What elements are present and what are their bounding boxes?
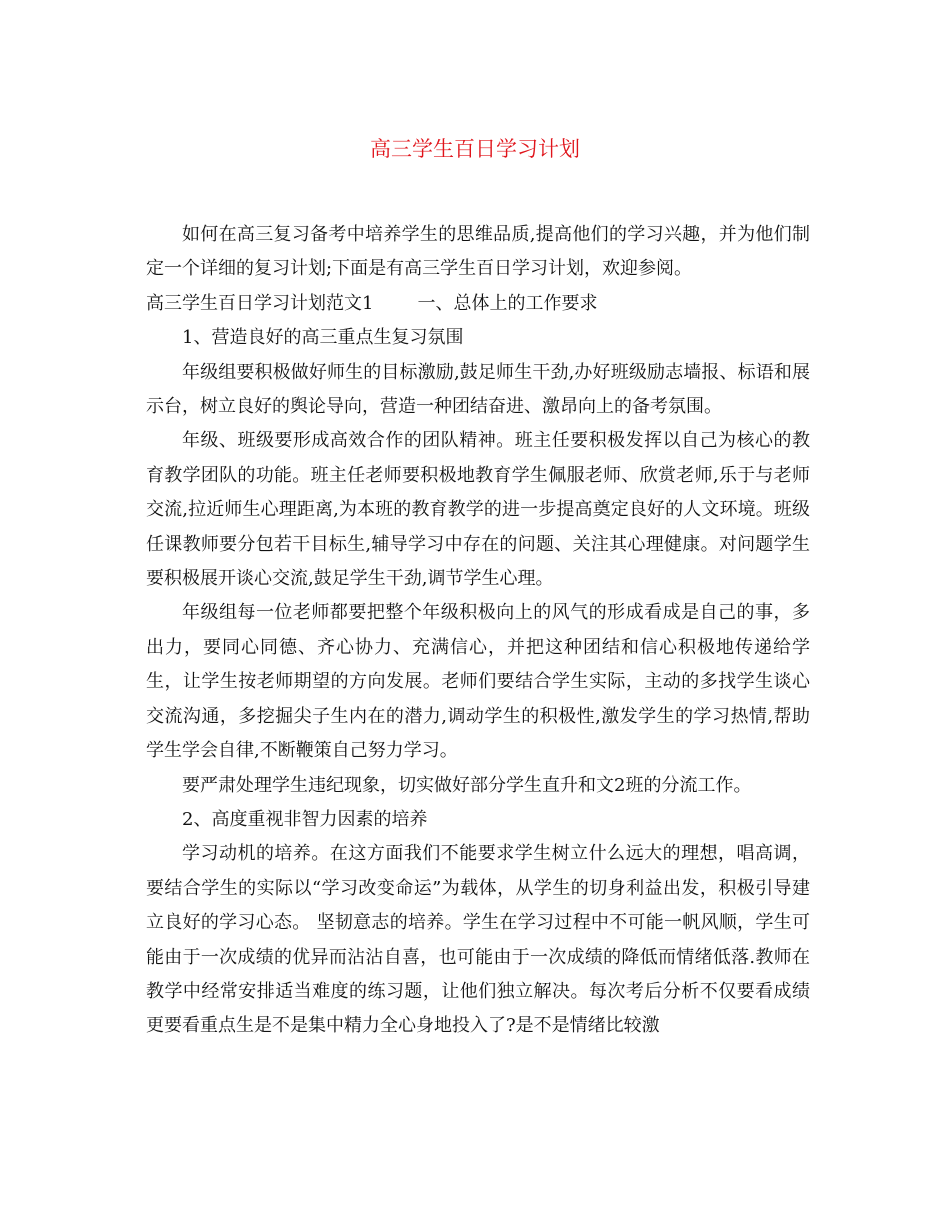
subheading-atmosphere: 1、营造良好的高三重点生复习氛围 xyxy=(182,327,464,349)
paragraph-team-spirit: 年级、班级要形成高效合作的团队精神。班主任要积极发挥以自己为核心的教育教学团队的功能。班主任老师要积极地教育学生佩服老师、欣赏老师,乐于与老师交流,拉近师生心理距离,为本班的教育教学的进一步提高奠定良好的人文环境。班级任课教师要分包若干目标生,辅导学习中存在的问题、关注其心理健康。对问题学生要积极展开谈心交流,鼓足学生干劲,调节学生心理。 xyxy=(146,430,810,590)
paragraph-learning-motivation: 学习动机的培养。在这方面我们不能要求学生树立什么远大的理想，唱高调，要结合学生的实际以“学习改变命运”为载体，从学生的切身利益出发，积极引导建立良好的学习心态。 坚韧意志的培养。学生在学习过程中不可能一帆风顺，学生可能由于一次成绩的优异而沾沾自喜，也可能由于一次成绩的降低而情绪低落.教师在教学中经常安排适当难度的练习题，让他们独立解决。每次考后分析不仅要看成绩更要看重点生是不是集中精力全心身地投入了?是不是情绪比较激 xyxy=(146,843,810,1037)
sample-heading-label: 高三学生百日学习计划范文1 xyxy=(146,292,374,314)
paragraph-teachers: 年级组每一位老师都要把整个年级积极向上的风气的形成看成是自己的事，多出力，要同心同德、齐心协力、充满信心，并把这种团结和信心积极地传递给学生，让学生按老师期望的方向发展。老师们要结合学生实际，主动的多找学生谈心交流沟通，多挖掘尖子生内在的潜力,调动学生的积极性,激发学生的学习热情,帮助学生学会自律,不断鞭策自己努力学习。 xyxy=(146,602,810,762)
document-title: 高三学生百日学习计划 xyxy=(370,137,580,161)
document-body xyxy=(146,218,810,1044)
intro-paragraph: 如何在高三复习备考中培养学生的思维品质,提高他们的学习兴趣，并为他们制定一个详细的复习计划;下面是有高三学生百日学习计划，欢迎参阅。 xyxy=(146,224,810,280)
section-heading-general: 一、总体上的工作要求 xyxy=(417,292,598,314)
sample-heading xyxy=(146,287,810,321)
paragraph-motivation: 年级组要积极做好师生的目标激励,鼓足师生干劲,办好班级励志墙报、标语和展示台，树立良好的舆论导向，营造一种团结奋进、激昂向上的备考氛围。 xyxy=(146,361,810,418)
subheading-non-intellectual: 2、高度重视非智力因素的培养 xyxy=(182,808,428,830)
paragraph-discipline: 要严肃处理学生违纪现象，切实做好部分学生直升和文2班的分流工作。 xyxy=(182,774,752,796)
